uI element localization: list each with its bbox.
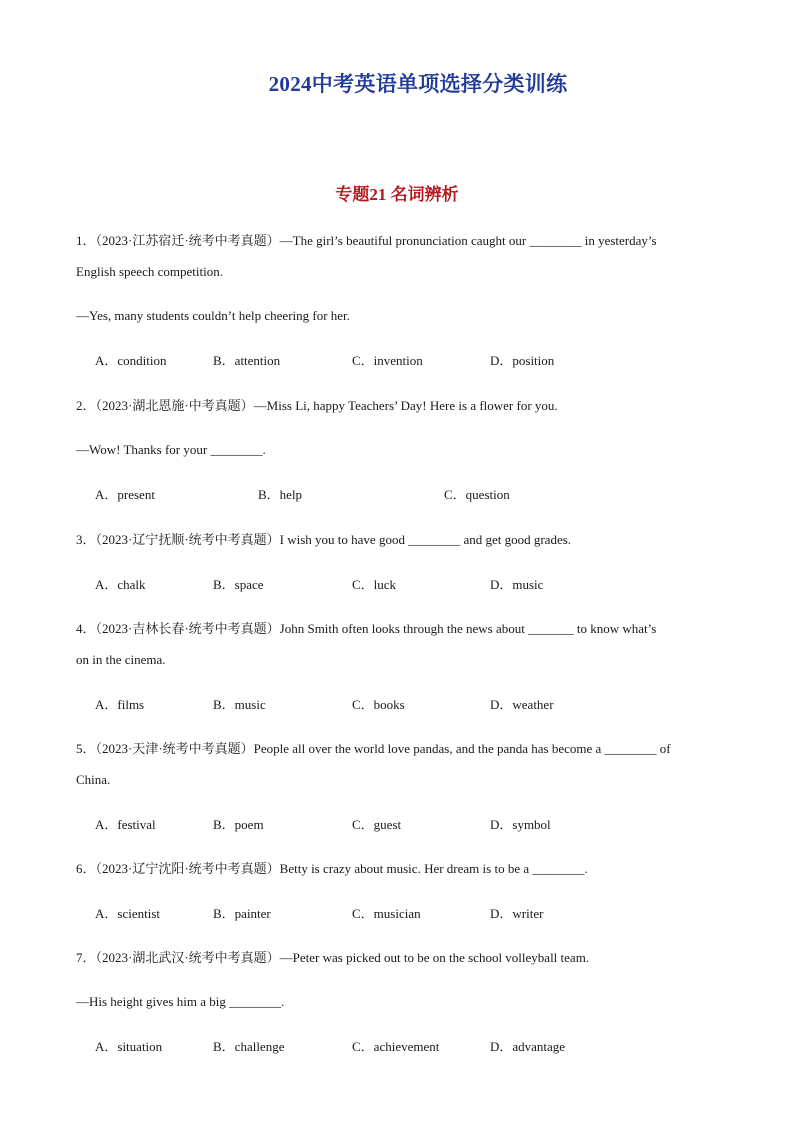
question-1-line-1: 1．（2023·江苏宿迁·统考中考真题）—The girl’s beautiful pronunciation caught our ________ in yesterday’s [76, 233, 657, 248]
option-c[interactable]: C．guest [352, 817, 402, 832]
question-5-line-2: China. [76, 772, 111, 787]
option-d[interactable]: D．music [490, 577, 544, 592]
question-6-options [76, 898, 726, 929]
option-a[interactable]: A．festival [95, 817, 156, 832]
option-a[interactable]: A．present [95, 487, 155, 502]
option-d[interactable]: D．symbol [490, 817, 551, 832]
question-5-line-1: 5．（2023·天津·统考中考真题）People all over the world love pandas, and the panda has become a ________ of [76, 741, 671, 756]
question-4 [76, 613, 726, 720]
option-a[interactable]: A．chalk [95, 577, 146, 592]
question-4-line-1: 4．（2023·吉林长春·统考中考真题）John Smith often looks through the news about _______ to know what’s [76, 621, 657, 636]
page-title: 2024中考英语单项选择分类训练 [268, 72, 568, 96]
question-6-line-1: 6．（2023·辽宁沈阳·统考中考真题）Betty is crazy about music. Her dream is to be a ________. [76, 861, 588, 876]
question-1-line-2: English speech competition. [76, 264, 223, 279]
option-d[interactable]: D．writer [490, 906, 544, 921]
question-1-reply: —Yes, many students couldn’t help cheering for her. [76, 308, 350, 323]
option-a[interactable]: A．condition [95, 353, 167, 368]
question-3-line-1: 3．（2023·辽宁抚顺·统考中考真题）I wish you to have good ________ and get good grades. [76, 532, 572, 547]
option-c[interactable]: C．luck [352, 577, 397, 592]
question-4-line-2: on in the cinema. [76, 652, 166, 667]
question-5-options [76, 809, 726, 840]
option-c[interactable]: C．question [444, 487, 510, 502]
option-d[interactable]: D．weather [490, 697, 554, 712]
option-b[interactable]: B．challenge [213, 1039, 285, 1054]
question-6 [76, 853, 726, 929]
question-2-options [76, 479, 726, 510]
option-d[interactable]: D．position [490, 353, 555, 368]
option-b[interactable]: B．music [213, 697, 266, 712]
question-1-options [76, 345, 726, 376]
option-b[interactable]: B．poem [213, 817, 264, 832]
question-3-options [76, 569, 726, 600]
question-2-reply: —Wow! Thanks for your ________. [76, 442, 266, 457]
question-5 [76, 733, 726, 840]
option-c[interactable]: C．musician [352, 906, 421, 921]
option-b[interactable]: B．attention [213, 353, 281, 368]
option-c[interactable]: C．achievement [352, 1039, 440, 1054]
option-b[interactable]: B．help [258, 487, 303, 502]
question-2 [76, 390, 726, 510]
option-b[interactable]: B．space [213, 577, 264, 592]
question-7-line-1: 7．（2023·湖北武汉·统考中考真题）—Peter was picked out to be on the school volleyball team. [76, 950, 590, 965]
question-4-options [76, 689, 726, 720]
option-d[interactable]: D．advantage [490, 1039, 566, 1054]
option-b[interactable]: B．painter [213, 906, 271, 921]
question-7 [76, 942, 726, 1062]
option-a[interactable]: A．scientist [95, 906, 160, 921]
option-c[interactable]: C．books [352, 697, 405, 712]
question-7-options [76, 1031, 726, 1062]
question-2-line-1: 2．（2023·湖北恩施·中考真题）—Miss Li, happy Teachers’ Day! Here is a flower for you. [76, 398, 558, 413]
option-a[interactable]: A．films [95, 697, 145, 712]
option-a[interactable]: A．situation [95, 1039, 163, 1054]
question-1 [76, 225, 726, 376]
question-3 [76, 524, 726, 600]
section-subtitle: 专题21 名词辨析 [335, 185, 459, 204]
question-7-reply: —His height gives him a big ________. [76, 994, 285, 1009]
option-c[interactable]: C．invention [352, 353, 423, 368]
